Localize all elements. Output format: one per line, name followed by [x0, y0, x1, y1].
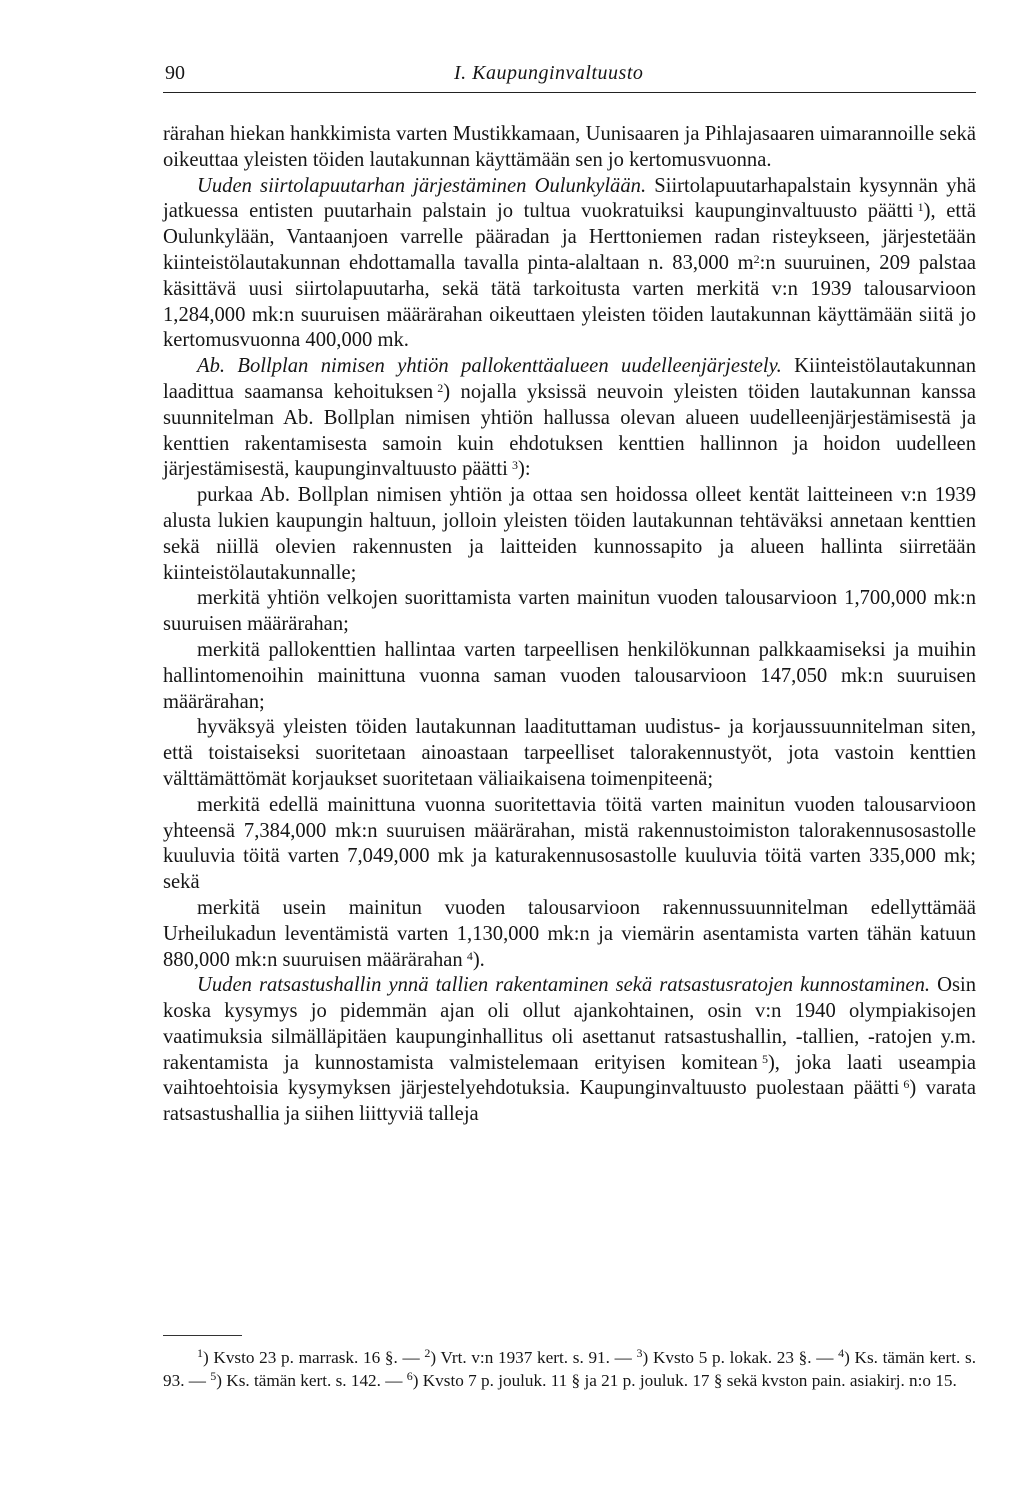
- paragraph-text: Osin koska kysymys jo pidemmän ajan oli ollut ajankohtainen, osin v:n 1940 olympiakisojen vaatimuksia silmälläpitäen kaupunginhallitus oli asettanut ratsastushallin, -tallien, -ratojen y.m. rakentamista ja kunnostamista valmistelemaan erityisen komitean: [163, 974, 976, 1074]
- paragraph-text: :n suuruinen, 209 palstaa käsittävä uusi siirtolapuutarha, sekä tätä tarkoitusta varten merkitä v:n 1939 talousarvioon 1,284,000 mk:n suuruisen määrärahan oikeuttaen yleisten töiden lautakunnan käyttämään siitä jo kertomusvuonna 400,000 mk.: [163, 251, 976, 352]
- decision-item: [163, 793, 976, 896]
- paragraph-allotment-garden: [163, 174, 976, 355]
- footnote-text: ) Kvsto 7 p. jouluk. 11 § ja 21 p. jouluk. 17 § sekä kvston pain. asiakirj. n:o 15.: [412, 1370, 957, 1390]
- paragraph-text: ) nojalla yksissä neuvoin yleisten töiden lautakunnan kanssa suunnitelman Ab. Bollplan nimisen yhtiön hallussa olevan alueen uudelleenjärjestämisestä ja kenttien rakentamisesta samoin kuin ehdotuksen kenttien hallinnon ja hoidon uudelleen järjestämisestä, kaupunginvaltuusto päätti: [163, 380, 976, 481]
- footnote-ref: 1: [917, 200, 924, 215]
- decision-item: [163, 586, 976, 638]
- footnotes: [163, 1347, 976, 1392]
- paragraph-text: hyväksyä yleisten töiden lautakunnan laadituttaman uudistus- ja korjaussuunnitelman siten, että toistaiseksi suoritetaan ainoastaan tarpeelliset talorakennustyöt, jota vastoin kenttien välttämättömät korjaukset suoritetaan väliaikaisena toimenpiteenä;: [163, 716, 976, 790]
- footnote-ref: 2: [437, 380, 444, 395]
- footnote-number: 4: [838, 1346, 845, 1360]
- paragraph-bollplan: [163, 354, 976, 483]
- paragraph-continuation: [163, 122, 976, 174]
- footnote-text: ) Ks. tämän kert. s. 142. —: [216, 1370, 403, 1390]
- footnote-text: ) Vrt. v:n 1937 kert. s. 91. —: [430, 1348, 632, 1367]
- decision-item: [163, 896, 976, 973]
- page-header: [163, 60, 976, 93]
- section-title: Uuden ratsastushallin ynnä tallien rakentaminen sekä ratsastusratojen kunnostaminen.: [197, 974, 931, 997]
- paragraph-text: ), että Oulunkylään, Vantaanjoen varrelle pääradan ja Herttoniemen radan risteykseen, järjestetään kiinteistölautakunnan ehdottamalla tavalla pinta-alaltaan n. 83,000 m: [163, 200, 976, 274]
- decision-item: [163, 483, 976, 586]
- paragraph-text: merkitä yhtiön velkojen suorittamista varten mainitun vuoden talousarvioon 1,700,000 mk:n suuruisen määrärahan;: [163, 587, 976, 636]
- footnote-ref: 4: [466, 948, 473, 963]
- page-number: 90: [165, 62, 185, 84]
- paragraph-text: merkitä edellä mainittuna vuonna suoritettavia töitä varten mainitun vuoden talousarvioon yhteensä 7,384,000 mk:n suuruisen määrärahan, mistä rakennustoimiston talorakennusosastolle kuuluvia töitä varten 7,049,000 mk ja katurakennusosastolle kuuluvia töitä varten 335,000 mk; sekä: [163, 793, 976, 894]
- paragraph-text: merkitä usein mainitun vuoden talousarvioon rakennussuunnitelman edellyttämää Urheilukadun leventämistä varten 1,130,000 mk:n ja viemärin asentamista varten tähän katuun 880,000 mk:n suuruisen määrärahan: [163, 896, 976, 971]
- section-title: Ab. Bollplan nimisen yhtiön pallokenttäalueen uudelleenjärjestely.: [197, 355, 782, 378]
- paragraph-text: rärahan hiekan hankkimista varten Mustikkamaan, Uunisaaren ja Pihlajasaaren uimarannoille sekä oikeuttaa yleisten töiden lautakunnan käyttämään sen jo kertomusvuonna.: [163, 123, 976, 171]
- footnote-number: 6: [406, 1368, 413, 1383]
- footnote-number: 5: [210, 1368, 217, 1383]
- footnote-ref: 3: [512, 458, 518, 473]
- paragraph-text: ) varata ratsastushallia ja siihen liittyviä talleja: [163, 1077, 976, 1126]
- section-title: Uuden siirtolapuutarhan järjestäminen Oulunkylään.: [197, 174, 647, 197]
- paragraph-text: purkaa Ab. Bollplan nimisen yhtiön ja ottaa sen hoidossa olleet kentät laitteineen v:n 1939 alusta lukien kaupungin haltuun, jolloin yleisten töiden lautakunnan tehtäväksi annetaan kenttien sekä niillä olevien rakennusten ja laitteiden kunnossapito ja alueen hallinta siirretään kiinteistölautakunnalle;: [163, 484, 976, 584]
- paragraph-riding-hall: [163, 973, 976, 1128]
- footnote-number: 1: [197, 1346, 203, 1360]
- footnote-divider: [163, 1335, 242, 1336]
- paragraph-text: Siirtolapuutarhapalstain kysynnän yhä jatkuessa entisten puutarhain palstain jo tultua vuokratuiksi kaupunginvaltuusto päätti: [163, 174, 976, 223]
- footnote-number: 3: [636, 1346, 643, 1360]
- running-head: I. Kaupunginvaltuusto: [454, 62, 644, 84]
- superscript-square: 2: [753, 251, 760, 266]
- footnote-text: ) Ks. tämän kert. s. 93. —: [163, 1348, 977, 1390]
- paragraph-text: ).: [472, 948, 485, 971]
- footnote-block: [163, 1347, 976, 1392]
- paragraph-text: ):: [518, 458, 531, 481]
- footnote-text: ) Kvsto 5 p. lokak. 23 §. —: [642, 1348, 834, 1367]
- paragraph-text: Kiinteistölautakunnan laadittua saamansa kehoituksen: [163, 355, 976, 403]
- body-text: [163, 122, 976, 1128]
- footnote-ref: 5: [761, 1051, 768, 1066]
- paragraph-text: merkitä pallokenttien hallintaa varten tarpeellisen henkilökunnan palkkaamiseksi ja muihin hallintomenoihin mainittuna vuonna saman vuoden talousarvioon 147,050 mk:n suuruisen määrärahan;: [163, 638, 976, 713]
- decision-item: [163, 638, 976, 715]
- footnote-number: 2: [424, 1346, 431, 1360]
- paragraph-text: ), joka laati useampia vaihtoehtoisia kysymyksen järjestelyehdotuksia. Kaupunginvaltuusto puolestaan päätti: [163, 1051, 976, 1100]
- decision-item: [163, 715, 976, 792]
- footnote-ref: 6: [903, 1077, 910, 1092]
- footnote-text: ) Kvsto 23 p. marrask. 16 §. —: [203, 1348, 420, 1367]
